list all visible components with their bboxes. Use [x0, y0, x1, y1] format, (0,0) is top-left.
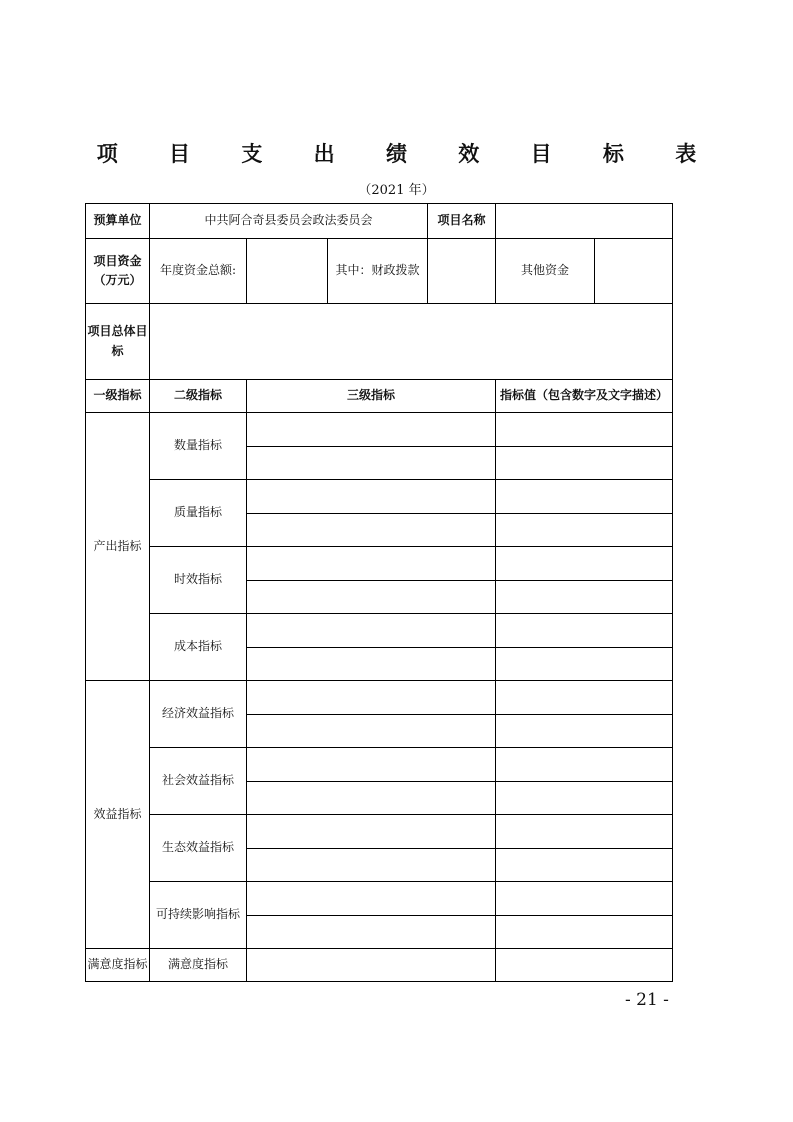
level3-cell: [247, 849, 496, 882]
benefit-indicator-label: 效益指标: [86, 681, 150, 949]
table-row: [86, 480, 673, 514]
value-cell: [496, 681, 673, 715]
table-row: [86, 614, 673, 648]
satisfaction-row: [86, 949, 673, 982]
table-row: [86, 748, 673, 782]
value-cell: [496, 413, 673, 447]
level3-cell: [247, 882, 496, 916]
level3-cell: [247, 916, 496, 949]
sustainable-impact-label: 可持续影响指标: [150, 882, 247, 949]
level3-cell: [247, 614, 496, 648]
fiscal-funds-value: [428, 239, 496, 304]
table-row: [86, 882, 673, 916]
quality-indicator-label: 质量指标: [150, 480, 247, 547]
project-name-label: 项目名称: [428, 204, 496, 239]
economic-benefit-label: 经济效益指标: [150, 681, 247, 748]
table-row: [86, 681, 673, 715]
quantity-indicator-label: 数量指标: [150, 413, 247, 480]
col-level2-header: 二级指标: [150, 380, 247, 413]
value-cell: [496, 782, 673, 815]
project-funds-label-line2: （万元）: [93, 273, 142, 287]
level3-cell: [247, 715, 496, 748]
level3-cell: [247, 648, 496, 681]
column-header-row: [86, 380, 673, 413]
value-cell: [496, 447, 673, 480]
level3-cell: [247, 681, 496, 715]
social-benefit-label: 社会效益指标: [150, 748, 247, 815]
level3-cell: [247, 413, 496, 447]
value-cell: [496, 849, 673, 882]
project-funds-label-line1: 项目资金: [93, 253, 142, 268]
other-funds-value: [595, 239, 673, 304]
output-indicator-label: 产出指标: [86, 413, 150, 681]
value-cell: [496, 648, 673, 681]
value-cell: [496, 949, 673, 982]
cost-indicator-label: 成本指标: [150, 614, 247, 681]
level3-cell: [247, 581, 496, 614]
level3-cell: [247, 480, 496, 514]
annual-total-label: 年度资金总额:: [150, 239, 247, 304]
level3-cell: [247, 782, 496, 815]
level3-cell: [247, 949, 496, 982]
timeliness-indicator-label: 时效指标: [150, 547, 247, 614]
project-funds-label: [86, 239, 150, 304]
ecological-benefit-label: 生态效益指标: [150, 815, 247, 882]
level3-cell: [247, 447, 496, 480]
level3-cell: [247, 748, 496, 782]
document-title: 项 目 支 出 绩 效 目 标 表: [96, 141, 719, 166]
table-row: [86, 547, 673, 581]
satisfaction-indicator-label: 满意度指标: [86, 949, 150, 982]
level3-cell: [247, 547, 496, 581]
budget-unit-row: [86, 204, 673, 239]
overall-goal-value: [150, 304, 673, 380]
level3-cell: [247, 815, 496, 849]
value-cell: [496, 715, 673, 748]
overall-goal-label-line1: 项目总体目: [87, 324, 148, 339]
value-cell: [496, 480, 673, 514]
project-name-value: [496, 204, 673, 239]
col-value-header: 指标值（包含数字及文字描述）: [496, 380, 673, 413]
page-number: - 21 -: [625, 990, 669, 1010]
col-level1-header: 一级指标: [86, 380, 150, 413]
budget-unit-label: 预算单位: [86, 204, 150, 239]
budget-unit-value: 中共阿合奇县委员会政法委员会: [150, 204, 428, 239]
performance-goal-table: [85, 203, 673, 982]
level3-cell: [247, 514, 496, 547]
value-cell: [496, 916, 673, 949]
value-cell: [496, 748, 673, 782]
table-row: [86, 815, 673, 849]
overall-goal-label: [86, 304, 150, 380]
project-funds-row: [86, 239, 673, 304]
other-funds-label: 其他资金: [496, 239, 595, 304]
value-cell: [496, 547, 673, 581]
satisfaction-sub-label: 满意度指标: [150, 949, 247, 982]
table-row: [86, 413, 673, 447]
annual-total-value: [247, 239, 328, 304]
value-cell: [496, 882, 673, 916]
fiscal-funds-label: 其中：财政拨款: [328, 239, 428, 304]
col-level3-header: 三级指标: [247, 380, 496, 413]
overall-goal-row: [86, 304, 673, 380]
value-cell: [496, 815, 673, 849]
value-cell: [496, 614, 673, 648]
overall-goal-label-line2: 标: [111, 343, 124, 358]
document-year: （2021 年）: [358, 183, 435, 198]
value-cell: [496, 514, 673, 547]
value-cell: [496, 581, 673, 614]
